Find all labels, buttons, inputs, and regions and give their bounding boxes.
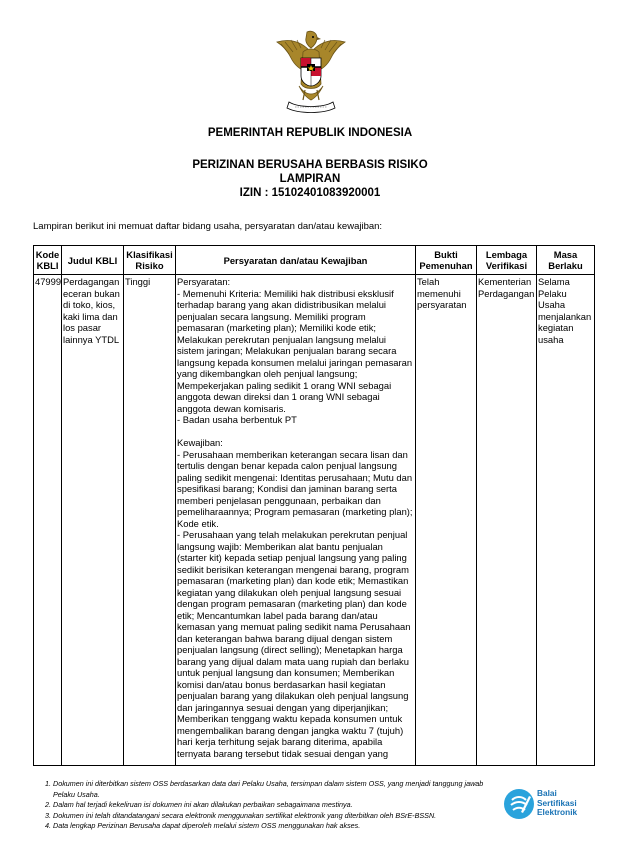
document-title-block (0, 158, 620, 200)
table-row (34, 275, 595, 766)
footer-note: 3. Dokumen ini telah ditandatangani secara elektronik menggunakan sertifikat elektronik yang diterbitkan oleh BSrE-BSSN. (53, 811, 503, 822)
government-heading: PEMERINTAH REPUBLIK INDONESIA (207, 127, 413, 139)
garuda-pancasila-emblem (273, 28, 349, 114)
footer-note: 2. Dalam hal terjadi kekeliruan isi dokumen ini akan dilakukan perbaikan sebagaimana mestinya. (53, 800, 503, 811)
cell-kode: 47999 (34, 275, 62, 766)
footer-note: 1. Dokumen ini diterbitkan sistem OSS berdasarkan data dari Pelaku Usaha, tersimpan dalam sistem OSS, yang menjadi tanggung jawab Pelaku Usaha. (53, 779, 503, 800)
requirements-table (33, 245, 595, 766)
logo-line: Sertifikasi (537, 797, 577, 808)
table-header-row (34, 246, 595, 275)
cell-bukti: Telah memenuhi persyaratan (416, 275, 477, 766)
cell-judul: Perdagangan eceran bukan di toko, kios, kaki lima dan los pasar lainnya YTDL (62, 275, 124, 766)
cell-masa: Selama Pelaku Usaha menjalankan kegiatan usaha (537, 275, 595, 766)
header-persyaratan: Persyaratan dan/atau Kewajiban (176, 246, 416, 275)
document-title: PERIZINAN BERUSAHA BERBASIS RISIKO (192, 159, 428, 171)
header-bukti-pemenuhan: Bukti Pemenuhan (416, 246, 477, 275)
header-klasifikasi-risiko: Klasifikasi Risiko (124, 246, 176, 275)
footer-note: 4. Data lengkap Perizinan Berusaha dapat diperoleh melalui sistem OSS menggunakan hak akses. (53, 821, 503, 832)
footer-notes (33, 779, 503, 832)
header-masa-berlaku: Masa Berlaku (537, 246, 595, 275)
cell-lembaga: Kementerian Perdagangan (477, 275, 537, 766)
cell-persyaratan (176, 275, 416, 766)
header-kode-kbli: Kode KBLI (34, 246, 62, 275)
logo-line: Elektronik (537, 807, 578, 817)
document-subtitle: LAMPIRAN (279, 173, 341, 185)
header-judul-kbli: Judul KBLI (62, 246, 124, 275)
cell-klasifikasi: Tinggi (124, 275, 176, 766)
persyaratan-text: Persyaratan: - Memenuhi Kriteria: Memiliki hak distribusi eksklusif terhadap barang yang akan didistribusikan melalui penjualan secara langsung. Memiliki program pemasaran (marketing plan); Memiliki kode etik; Melakukan perekrutan penjualan langsung melalui sistem jaringan; Melakukan penjualan barang secara langsung kepada konsumen melalui jaringan pemasaran yang dikembangkan oleh penjual langsung; Mempekerjakan paling sedikit 1 orang WNI sebagai anggota dewan direksi dan 1 orang WNI sebagai anggota dewan komisaris. - Badan usaha berbentuk PT Kewajiban: - Perusahaan memberikan keterangan secara lisan dan tertulis dengan benar kepada calon penjual langsung paling sedikit mengenai: Identitas perusahaan; Mutu dan spesifikasi barang; Kondisi dan jaminan barang serta memberi penjelasan penggunaan, perbaikan dan pemeliharaannya; Program pemasaran (marketing plan); Kode etik. - Perusahaan yang telah melakukan perekrutan penjual langsung wajib: Memberikan alat bantu penjualan (starter kit) kepada setiap penjual langsung yang paling sedikit berisikan keterangan mengenai barang, program pemasaran (marketing plan) dan kode etik; Memastikan kegiatan yang dilakukan oleh penjual langsung sesuai dengan program pemasaran (marketing plan) dan kode etik; Mencantumkan label pada barang dan/atau kemasan yang memuat paling sedikit nama Perusahaan dan keterangan bahwa barang dijual dengan sistem penjualan langsung (direct selling); Menetapkan harga barang yang dijual dalam mata uang rupiah dan berlaku untuk penjual langsung dan konsumen; Memberikan komisi dan/atau bonus berdasarkan hasil kegiatan penjualan barang yang dilakukan oleh penjual langsung dan jaringannya sesuai dengan yang diperjanjikan; Memberikan tenggang waktu kepada konsumen untuk mengembalikan barang dengan jangka waktu 7 (tujuh) hari kerja terhitung sejak barang diterima, apabila ternyata barang tersebut tidak sesuai dengan yang (177, 276, 413, 759)
intro-text: Lampiran berikut ini memuat daftar bidang usaha, persyaratan dan/atau kewajiban: (33, 221, 383, 232)
header-lembaga-verifikasi: Lembaga Verifikasi (477, 246, 537, 275)
izin-number: IZIN : 15102401083920001 (239, 187, 381, 199)
bsre-logo-text (537, 789, 577, 818)
logo-line: Balai (537, 788, 557, 798)
